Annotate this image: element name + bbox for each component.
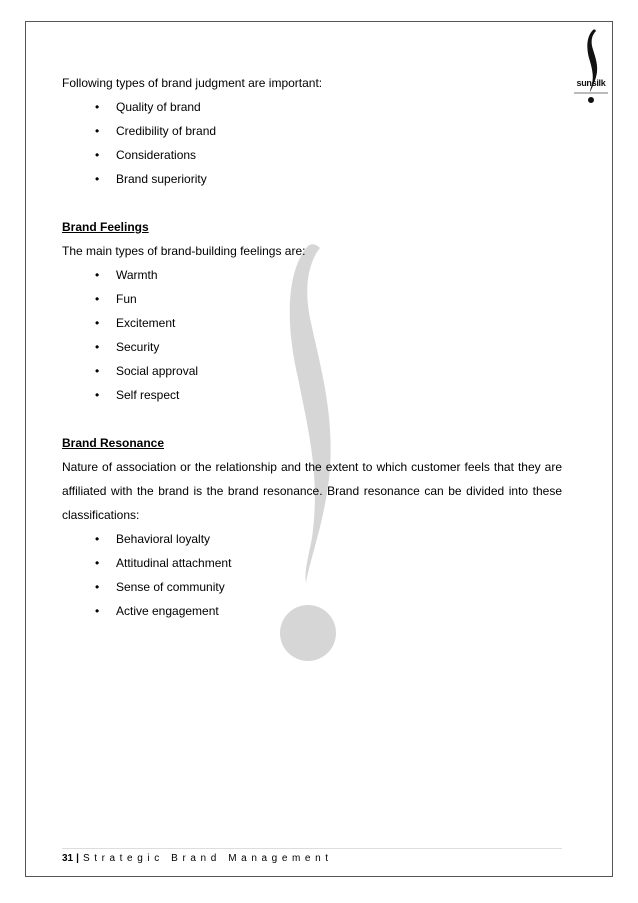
list-item: • Self respect xyxy=(62,383,562,407)
resonance-paragraph: Nature of association or the relationship and the extent to which customer feels that they are affiliated with the brand is the brand resonance. Brand resonance can be divided into these classifications: xyxy=(62,460,562,522)
list-item: • Credibility of brand xyxy=(62,119,562,143)
list-item: • Behavioral loyalty xyxy=(62,527,562,551)
bullet-icon: • xyxy=(95,556,100,570)
resonance-heading: Brand Resonance xyxy=(62,436,165,450)
feelings-heading: Brand Feelings xyxy=(62,220,149,234)
list-item: • Social approval xyxy=(62,359,562,383)
list-item: • Active engagement xyxy=(62,599,562,623)
list-item: • Considerations xyxy=(62,143,562,167)
bullet-icon: • xyxy=(95,388,100,402)
bullet-icon: • xyxy=(95,172,100,186)
list-item: • Sense of community xyxy=(62,575,562,599)
page-number: 31 xyxy=(62,853,74,864)
list-item: • Fun xyxy=(62,287,562,311)
footer-title: Strategic Brand Management xyxy=(82,853,333,864)
judgment-list xyxy=(62,95,562,191)
bullet-icon: • xyxy=(95,532,100,546)
page-footer xyxy=(62,852,333,866)
bullet-icon: • xyxy=(95,340,100,354)
bullet-icon: • xyxy=(95,148,100,162)
feelings-intro: The main types of brand-building feelings are: xyxy=(62,244,306,258)
bullet-icon: • xyxy=(95,124,100,138)
bullet-icon: • xyxy=(95,364,100,378)
bullet-icon: • xyxy=(95,100,100,114)
list-item: • Excitement xyxy=(62,311,562,335)
bullet-icon: • xyxy=(95,292,100,306)
bullet-icon: • xyxy=(95,268,100,282)
bullet-icon: • xyxy=(95,580,100,594)
list-item: • Attitudinal attachment xyxy=(62,551,562,575)
bullet-icon: • xyxy=(95,604,100,618)
list-item: • Brand superiority xyxy=(62,167,562,191)
list-item: • Warmth xyxy=(62,263,562,287)
judgment-intro: Following types of brand judgment are important: xyxy=(62,76,323,90)
resonance-list xyxy=(62,527,562,623)
footer-divider xyxy=(62,848,562,849)
list-item: • Security xyxy=(62,335,562,359)
footer-separator: | xyxy=(76,853,79,864)
logo-brand-text: sunsilk xyxy=(576,78,606,88)
page-content xyxy=(62,71,562,623)
sunsilk-logo-icon xyxy=(573,26,609,118)
logo-tagline-bar xyxy=(574,92,608,94)
feelings-list xyxy=(62,263,562,407)
bullet-icon: • xyxy=(95,316,100,330)
list-item: • Quality of brand xyxy=(62,95,562,119)
